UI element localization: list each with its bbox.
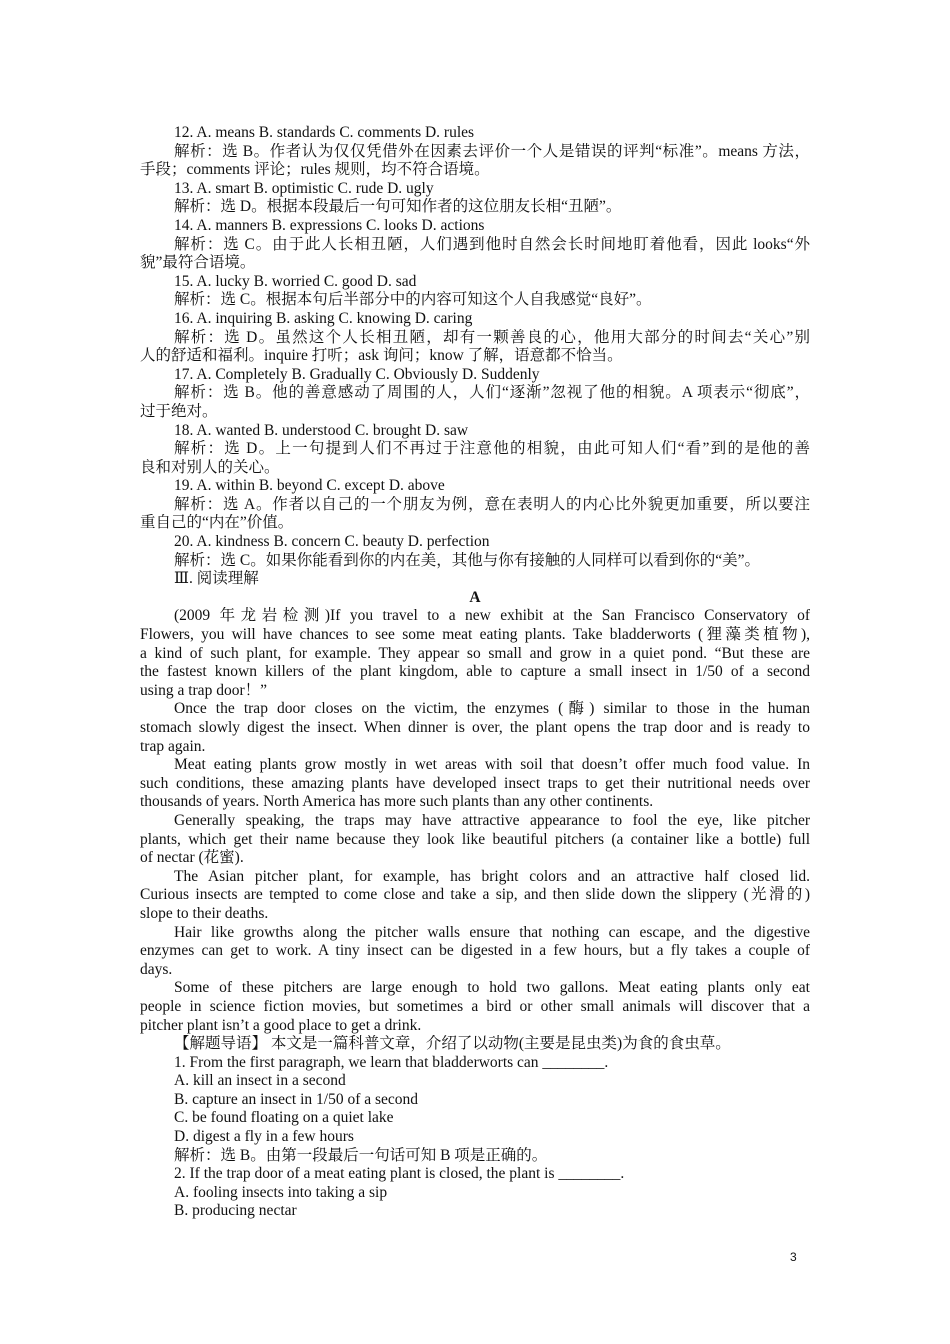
text-line: such conditions, these amazing plants have developed insect traps to get their nutritional needs over <box>140 774 810 792</box>
text-line: 解析：选 D。根据本段最后一句可知作者的这位朋友长相“丑陋”。 <box>174 198 622 216</box>
text-line: 手段；comments 评论；rules 规则，均不符合语境。 <box>140 161 490 179</box>
text-line: B. producing nectar <box>174 1202 297 1220</box>
text-line: a kind of such plant, for example. They appear so small and grow in a quiet pond. “But these are <box>140 644 810 662</box>
text-line: Flowers, you will have chances to see some meat eating plants. Take bladderworts (狸藻类植物), <box>140 626 810 644</box>
text-line: Meat eating plants grow mostly in wet areas with soil that doesn’t offer much food value. In <box>174 756 810 774</box>
text-line: Ⅲ. 阅读理解 <box>174 570 259 588</box>
text-line: C. be found floating on a quiet lake <box>174 1109 394 1127</box>
text-line: 18. A. wanted B. understood C. brought D. saw <box>174 421 469 439</box>
text-line: Once the trap door closes on the victim, the enzymes (酶) similar to those in the human <box>174 700 810 718</box>
text-line: 解析：选 C。根据本句后半部分中的内容可知这个人自我感觉“良好”。 <box>174 291 652 309</box>
text-line: 过于绝对。 <box>140 402 218 420</box>
text-line: 解析：选 D。虽然这个人长相丑陋，却有一颗善良的心，他用大部分的时间去“关心”别 <box>174 328 810 346</box>
text-line: 17. A. Completely B. Gradually C. Obviously D. Suddenly <box>174 365 540 383</box>
text-line: thousands of years. North America has more such plants than any other continents. <box>140 793 654 811</box>
text-line: days. <box>140 960 173 978</box>
text-line: 解析：选 B。他的善意感动了周围的人，人们“逐渐”忽视了他的相貌。A 项表示“彻底”， <box>174 384 810 402</box>
text-line: 解析：选 C。由于此人长相丑陋，人们遇到他时自然会长时间地盯着他看，因此 looks“外 <box>174 235 810 253</box>
section-heading: A <box>469 588 481 606</box>
text-line: D. digest a fly in a few hours <box>174 1128 354 1146</box>
text-line: 解析：选 D。上一句提到人们不再过于注意他的相貌，由此可知人们“看”到的是他的善 <box>174 440 810 458</box>
text-line: 貌”最符合语境。 <box>140 254 256 272</box>
text-line: (2009 年龙岩检测)If you travel to a new exhibit at the San Francisco Conservatory of <box>174 607 810 625</box>
text-line: Generally speaking, the traps may have attractive appearance to fool the eye, like pitcher <box>174 811 810 829</box>
text-line: 解析：选 C。如果你能看到你的内在美，其他与你有接触的人同样可以看到你的“美”。 <box>174 551 760 569</box>
text-line: A. fooling insects into taking a sip <box>174 1183 388 1201</box>
text-line: 16. A. inquiring B. asking C. knowing D. caring <box>174 309 473 327</box>
text-line: 解析：选 B。由第一段最后一句话可知 B 项是正确的。 <box>174 1146 548 1164</box>
text-line: 解析：选 B。作者认为仅仅凭借外在因素去评价一个人是错误的评判“标准”。means 方法， <box>174 142 810 160</box>
text-line: 重自己的“内在”价值。 <box>140 514 294 532</box>
text-line: enzymes can get to work. A tiny insect can be digested in a few hours, but a fly takes a couple of <box>140 942 810 960</box>
text-line: 12. A. means B. standards C. comments D. rules <box>174 124 475 141</box>
document-page <box>140 124 810 1221</box>
text-line: the fastest known killers of the plant kingdom, able to capture a small insect in 1/50 of a second <box>140 663 810 681</box>
text-line: plants, which get their name because they look like beautiful pitchers (a container like a bottle) full <box>140 830 810 848</box>
text-line: Hair like growths along the pitcher walls ensure that nothing can escape, and the digestive <box>174 923 810 941</box>
text-line: 19. A. within B. beyond C. except D. above <box>174 477 445 495</box>
text-line: Some of these pitchers are large enough to hold two gallons. Meat eating plants only eat <box>174 979 810 997</box>
text-line: 人的舒适和福利。inquire 打听；ask 询问；know 了解，语意都不恰当。 <box>140 347 623 365</box>
text-line: stomach slowly digest the insect. When dinner is over, the plant opens the trap door and is ready to <box>140 719 810 736</box>
text-line: trap again. <box>140 737 206 755</box>
text-line: Curious insects are tempted to come close and take a sip, and then slide down the slippery (光滑的) <box>140 886 810 904</box>
text-line: 2. If the trap door of a meat eating plant is closed, the plant is ________. <box>174 1165 625 1183</box>
text-line: pitcher plant isn’t a good place to get a drink. <box>140 1016 422 1034</box>
text-line: using a trap door！” <box>140 681 267 699</box>
text-line: 20. A. kindness B. concern C. beauty D. perfection <box>174 533 490 551</box>
text-line: 解析：选 A。作者以自己的一个朋友为例，意在表明人的内心比外貌更加重要，所以要注 <box>174 495 810 513</box>
text-line: of nectar (花蜜). <box>140 849 244 867</box>
text-line: 1. From the first paragraph, we learn that bladderworts can ________. <box>174 1053 609 1071</box>
text-line: B. capture an insect in 1/50 of a second <box>174 1090 419 1108</box>
page-number: 3 <box>790 1250 797 1264</box>
text-line: 13. A. smart B. optimistic C. rude D. ugly <box>174 179 434 197</box>
text-line: slope to their deaths. <box>140 904 269 922</box>
text-line: people in science fiction movies, but sometimes a bird or other small animals will discover that a <box>140 997 810 1015</box>
text-line: The Asian pitcher plant, for example, has bright colors and an attractive half closed lid. <box>174 867 810 885</box>
text-line: 良和对别人的关心。 <box>140 458 280 476</box>
text-line: 15. A. lucky B. worried C. good D. sad <box>174 272 417 290</box>
text-line: 14. A. manners B. expressions C. looks D. actions <box>174 216 485 234</box>
text-line: 【解题导语】 本文是一篇科普文章，介绍了以动物(主要是昆虫类)为食的食虫草。 <box>174 1035 731 1053</box>
text-line: A. kill an insect in a second <box>174 1072 346 1090</box>
